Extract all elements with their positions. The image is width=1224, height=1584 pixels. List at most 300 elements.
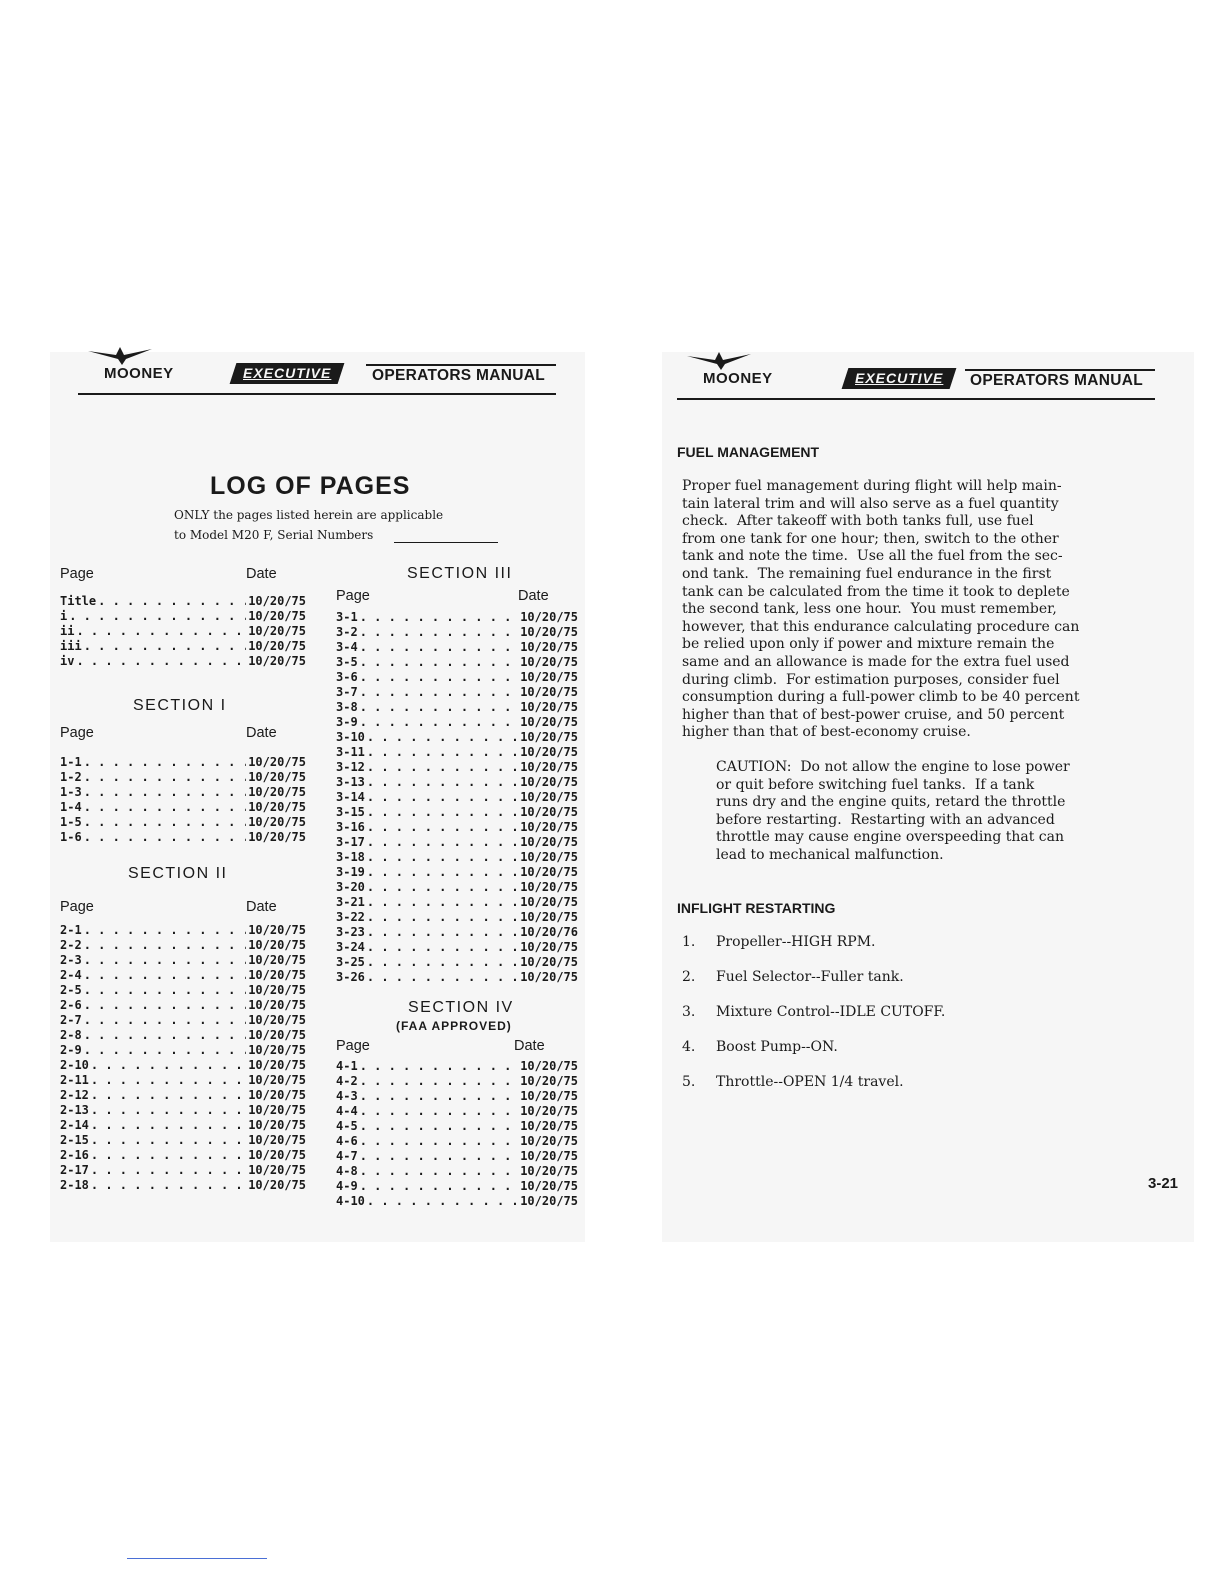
log-row-page: 3-16 [336, 820, 365, 834]
log-row-page: 4-4 [336, 1104, 358, 1118]
log-row [336, 895, 578, 910]
log-row-date: 10/20/75 [520, 610, 578, 624]
section1-col-page: Page [60, 725, 94, 741]
log-row [336, 835, 578, 850]
leader-dots [91, 1148, 246, 1163]
text-line: higher than that of best-power cruise, and 50 percent [682, 706, 1065, 723]
leader-dots [91, 1058, 246, 1073]
log-row [60, 1043, 306, 1058]
log-row-date: 10/20/75 [520, 1059, 578, 1073]
front-matter-list [60, 594, 306, 669]
leader-dots [91, 1118, 246, 1133]
mooney-bird-logo-icon [86, 345, 154, 367]
log-note-line1: ONLY the pages listed herein are applicable [174, 508, 444, 522]
restart-step-number: 4. [682, 1039, 696, 1055]
log-row-date: 10/20/75 [520, 775, 578, 789]
header-rule-top [965, 369, 1155, 371]
section2-col-date: Date [246, 899, 277, 915]
log-row-date: 10/20/75 [520, 955, 578, 969]
log-row-date: 10/20/75 [248, 1118, 306, 1132]
log-row-page: 2-4 [60, 968, 82, 982]
log-row [336, 910, 578, 925]
front-col-date: Date [246, 566, 277, 582]
log-row-date: 10/20/75 [520, 835, 578, 849]
log-row-date: 10/20/75 [248, 1058, 306, 1072]
log-row-page: 3-11 [336, 745, 365, 759]
log-row [60, 1163, 306, 1178]
log-row [60, 953, 306, 968]
log-row [60, 815, 306, 830]
log-row-date: 10/20/75 [248, 938, 306, 952]
header-rule-bottom [78, 393, 556, 395]
leader-dots [360, 1149, 519, 1164]
log-row [60, 830, 306, 845]
log-row [60, 624, 306, 639]
log-row-page: 2-17 [60, 1163, 89, 1177]
log-row [336, 730, 578, 745]
leader-dots [84, 770, 247, 785]
log-row-date: 10/20/75 [248, 1088, 306, 1102]
text-line: runs dry and the engine quits, retard the throttle [716, 794, 1066, 811]
log-row [336, 940, 578, 955]
leader-dots [360, 1164, 519, 1179]
section1-list [60, 755, 306, 845]
leader-dots [360, 700, 519, 715]
log-row-page: Title [60, 594, 97, 608]
log-row [60, 1133, 306, 1148]
log-row-date: 10/20/75 [520, 655, 578, 669]
log-row-date: 10/20/75 [520, 640, 578, 654]
executive-badge [230, 363, 345, 384]
log-row [336, 955, 578, 970]
section1-title: SECTION I [133, 697, 227, 714]
log-row-page: 1-5 [60, 815, 82, 829]
text-line: higher than that of best-economy cruise. [682, 724, 971, 741]
log-row-page: 2-2 [60, 938, 82, 952]
leader-dots [367, 760, 518, 775]
text-line: during climb. For estimation purposes, consider fuel [682, 671, 1060, 688]
leader-dots [91, 1178, 246, 1193]
leader-dots [360, 1074, 519, 1089]
log-row-page: 1-1 [60, 755, 82, 769]
section4-title: SECTION IV [408, 999, 514, 1016]
log-row-page: 2-7 [60, 1013, 82, 1027]
log-row [60, 1103, 306, 1118]
leader-dots [84, 1043, 247, 1058]
log-row-date: 10/20/75 [248, 624, 306, 638]
leader-dots [69, 609, 246, 624]
section4-col-date: Date [514, 1038, 545, 1054]
log-row-date: 10/20/75 [520, 1074, 578, 1088]
leader-dots [84, 800, 247, 815]
log-row-page: 2-5 [60, 983, 82, 997]
log-row-date: 10/20/75 [520, 1104, 578, 1118]
restart-step [682, 1039, 945, 1074]
log-row-page: 4-9 [336, 1179, 358, 1193]
log-row-page: 3-26 [336, 970, 365, 984]
log-row-page: 4-8 [336, 1164, 358, 1178]
inflight-restarting-heading: INFLIGHT RESTARTING [677, 900, 836, 916]
log-row-date: 10/20/75 [248, 770, 306, 784]
log-row-page: 3-7 [336, 685, 358, 699]
log-row-date: 10/20/75 [520, 820, 578, 834]
leader-dots [91, 1088, 246, 1103]
log-row [336, 625, 578, 640]
leader-dots [91, 1133, 246, 1148]
log-row-page: 2-1 [60, 923, 82, 937]
section4-col-page: Page [336, 1038, 370, 1054]
log-row [336, 925, 578, 940]
page-number: 3-21 [1148, 1175, 1179, 1192]
log-row [336, 745, 578, 760]
log-row-date: 10/20/75 [248, 594, 306, 608]
log-row [60, 1028, 306, 1043]
log-row-page: 1-4 [60, 800, 82, 814]
log-row [336, 1074, 578, 1089]
brand-name: MOONEY [104, 365, 174, 382]
log-row [336, 1164, 578, 1179]
log-row-page: 4-5 [336, 1119, 358, 1133]
text-line: before restarting. Restarting with an advanced [716, 811, 1055, 828]
log-row-date: 10/20/75 [248, 609, 306, 623]
log-row [60, 800, 306, 815]
log-row [60, 998, 306, 1013]
log-row-date: 10/20/75 [520, 685, 578, 699]
log-row-page: 2-3 [60, 953, 82, 967]
restart-step-text: Propeller--HIGH RPM. [716, 934, 876, 950]
log-row [336, 1089, 578, 1104]
log-row-date: 10/20/75 [248, 923, 306, 937]
leader-dots [367, 940, 518, 955]
log-row-date: 10/20/75 [520, 745, 578, 759]
log-row [336, 670, 578, 685]
log-row [336, 970, 578, 985]
text-line: tank and note the time. Use all the fuel from the sec- [682, 548, 1063, 565]
text-line: the second tank, less one hour. You must remember, [682, 601, 1057, 618]
leader-dots [367, 820, 518, 835]
log-row-date: 10/20/75 [520, 625, 578, 639]
log-row [60, 1058, 306, 1073]
leader-dots [76, 624, 246, 639]
text-line: tank can be calculated from the time it took to deplete [682, 583, 1070, 600]
leader-dots [367, 745, 518, 760]
restart-step-text: Throttle--OPEN 1/4 travel. [716, 1074, 904, 1090]
brand-wordmark [703, 370, 773, 387]
log-row [336, 790, 578, 805]
leader-dots [360, 1179, 519, 1194]
section1-col-date: Date [246, 725, 277, 741]
leader-dots [367, 970, 518, 985]
log-row-page: 3-15 [336, 805, 365, 819]
log-row-page: 1-2 [60, 770, 82, 784]
log-title: LOG OF PAGES [210, 472, 411, 500]
log-row-page: iii [60, 639, 82, 653]
brand-name: MOONEY [703, 370, 773, 387]
log-row-page: 3-19 [336, 865, 365, 879]
log-row [336, 1119, 578, 1134]
log-row-page: 3-17 [336, 835, 365, 849]
log-row [336, 655, 578, 670]
log-row-date: 10/20/75 [248, 815, 306, 829]
restart-step-number: 1. [682, 934, 696, 950]
log-row-page: 3-22 [336, 910, 365, 924]
log-row-page: 3-13 [336, 775, 365, 789]
restart-step-number: 2. [682, 969, 696, 985]
log-row-date: 10/20/75 [248, 785, 306, 799]
text-line: check. After takeoff with both tanks full, use fuel [682, 513, 1034, 530]
section2-list [60, 923, 306, 1193]
log-row [60, 1088, 306, 1103]
log-row-date: 10/20/75 [520, 1089, 578, 1103]
log-row [336, 1059, 578, 1074]
log-row-page: 3-18 [336, 850, 365, 864]
log-row-date: 10/20/75 [248, 800, 306, 814]
log-row-date: 10/20/75 [520, 1194, 578, 1208]
log-row [336, 805, 578, 820]
text-line: however, that this endurance calculating procedure can [682, 618, 1080, 635]
section4-subtitle: (FAA APPROVED) [396, 1019, 512, 1033]
fuel-management-paragraph [682, 478, 1122, 742]
log-row-date: 10/20/75 [520, 1149, 578, 1163]
leader-dots [360, 1104, 519, 1119]
log-row [60, 1148, 306, 1163]
log-row-date: 10/20/75 [248, 1148, 306, 1162]
brand-wordmark [104, 365, 174, 382]
leader-dots [84, 923, 247, 938]
log-row-page: 1-6 [60, 830, 82, 844]
log-row [336, 820, 578, 835]
executive-badge-label: EXECUTIVE [243, 365, 332, 381]
restart-step [682, 1004, 945, 1039]
text-line: lead to mechanical malfunction. [716, 846, 944, 863]
restart-step-text: Boost Pump--ON. [716, 1039, 838, 1055]
log-row-page: 2-14 [60, 1118, 89, 1132]
executive-badge-label: EXECUTIVE [855, 370, 944, 386]
text-line: CAUTION: Do not allow the engine to lose power [716, 759, 1070, 775]
restart-step [682, 934, 945, 969]
log-row-page: 2-6 [60, 998, 82, 1012]
log-row [60, 938, 306, 953]
leader-dots [360, 610, 519, 625]
restart-step-text: Fuel Selector--Fuller tank. [716, 969, 904, 985]
restart-step-number: 3. [682, 1004, 696, 1020]
leader-dots [98, 594, 246, 609]
log-row-date: 10/20/75 [520, 1134, 578, 1148]
log-row-page: iv [60, 654, 75, 668]
log-row [60, 770, 306, 785]
log-row-page: 2-13 [60, 1103, 89, 1117]
log-row-date: 10/20/75 [520, 790, 578, 804]
log-row-page: 2-15 [60, 1133, 89, 1147]
leader-dots [91, 1073, 246, 1088]
leader-dots [84, 998, 247, 1013]
log-row-date: 10/20/75 [248, 968, 306, 982]
log-row [60, 923, 306, 938]
leader-dots [360, 625, 519, 640]
log-row-date: 10/20/75 [248, 755, 306, 769]
log-row [336, 775, 578, 790]
log-row-date: 10/20/75 [248, 983, 306, 997]
text-line: throttle may cause engine overspeeding that can [716, 829, 1064, 846]
log-row-date: 10/20/75 [248, 1028, 306, 1042]
leader-dots [360, 1134, 519, 1149]
log-row-page: 3-10 [336, 730, 365, 744]
leader-dots [84, 755, 247, 770]
log-row-date: 10/20/75 [248, 1043, 306, 1057]
text-line: or quit before switching fuel tanks. If a tank [716, 776, 1035, 793]
leader-dots [360, 655, 519, 670]
log-row-date: 10/20/75 [248, 639, 306, 653]
log-row-page: 3-4 [336, 640, 358, 654]
log-row [60, 609, 306, 624]
log-row-date: 10/20/75 [520, 940, 578, 954]
log-row-page: 3-9 [336, 715, 358, 729]
text-line: same and an allowance is made for the extra fuel used [682, 653, 1070, 670]
section2-col-page: Page [60, 899, 94, 915]
log-row-date: 10/20/75 [248, 1013, 306, 1027]
log-row-date: 10/20/75 [520, 895, 578, 909]
text-line: ond tank. The remaining fuel endurance in the first [682, 565, 1052, 582]
leader-dots [84, 785, 247, 800]
log-row-date: 10/20/75 [520, 1119, 578, 1133]
leader-dots [76, 654, 246, 669]
text-line: tain lateral trim and will also serve as a fuel quantity [682, 495, 1059, 512]
restart-step [682, 969, 945, 1004]
leader-dots [84, 983, 247, 998]
log-row-page: 3-21 [336, 895, 365, 909]
left-header [78, 345, 556, 395]
leader-dots [367, 880, 518, 895]
log-row [60, 983, 306, 998]
leader-dots [360, 670, 519, 685]
footer-link-underline [127, 1558, 267, 1559]
log-row-date: 10/20/75 [520, 880, 578, 894]
log-row-date: 10/20/75 [248, 1103, 306, 1117]
restart-step-text: Mixture Control--IDLE CUTOFF. [716, 1004, 946, 1020]
log-row [336, 880, 578, 895]
log-row [336, 1149, 578, 1164]
leader-dots [84, 639, 247, 654]
log-row-page: 3-12 [336, 760, 365, 774]
log-row-date: 10/20/75 [520, 715, 578, 729]
log-row-page: 2-8 [60, 1028, 82, 1042]
log-row [336, 640, 578, 655]
section4-list [336, 1059, 578, 1209]
log-row-date: 10/20/75 [520, 670, 578, 684]
log-row-page: 3-2 [336, 625, 358, 639]
section2-title: SECTION II [128, 865, 228, 882]
leader-dots [91, 1163, 246, 1178]
mooney-bird-logo-icon [685, 350, 753, 372]
text-line: Proper fuel management during flight will help main- [682, 478, 1062, 494]
log-row-date: 10/20/75 [248, 1163, 306, 1177]
text-line: from one tank for one hour; then, switch to the other [682, 530, 1059, 547]
log-row [336, 700, 578, 715]
leader-dots [360, 685, 519, 700]
log-row [336, 760, 578, 775]
log-row [336, 1104, 578, 1119]
leader-dots [84, 830, 247, 845]
leader-dots [84, 1013, 247, 1028]
log-row-page: 4-7 [336, 1149, 358, 1163]
header-rule-top [366, 364, 556, 366]
log-row [336, 610, 578, 625]
log-row-date: 10/20/75 [520, 805, 578, 819]
log-row-date: 10/20/75 [248, 1073, 306, 1087]
section3-col-page: Page [336, 588, 370, 604]
fuel-management-heading: FUEL MANAGEMENT [677, 444, 820, 460]
log-row [60, 1013, 306, 1028]
restart-step [682, 1074, 945, 1109]
section3-list [336, 610, 578, 985]
log-row [336, 715, 578, 730]
log-row-page: ii [60, 624, 75, 638]
leader-dots [367, 850, 518, 865]
log-row-date: 10/20/75 [520, 850, 578, 864]
log-row [336, 685, 578, 700]
text-line: consumption during a full-power climb to be 40 percent [682, 689, 1080, 706]
log-row-page: 4-3 [336, 1089, 358, 1103]
leader-dots [360, 715, 519, 730]
leader-dots [367, 955, 518, 970]
log-note-line2: to Model M20 F, Serial Numbers [174, 528, 374, 542]
log-row-page: 3-25 [336, 955, 365, 969]
log-row-date: 10/20/75 [520, 1164, 578, 1178]
manual-title: OPERATORS MANUAL [372, 367, 546, 384]
leader-dots [360, 1059, 519, 1074]
log-row [336, 1134, 578, 1149]
executive-badge [842, 368, 957, 389]
log-row-date: 10/20/76 [520, 925, 578, 939]
log-row [60, 1073, 306, 1088]
restart-steps-list [682, 934, 945, 1109]
leader-dots [367, 835, 518, 850]
log-row-page: 3-5 [336, 655, 358, 669]
restart-step-number: 5. [682, 1074, 696, 1090]
log-row [336, 1179, 578, 1194]
log-row [60, 1178, 306, 1193]
leader-dots [367, 865, 518, 880]
log-row-page: 3-23 [336, 925, 365, 939]
log-row-page: 1-3 [60, 785, 82, 799]
leader-dots [360, 1119, 519, 1134]
log-row [60, 968, 306, 983]
log-row-page: 4-2 [336, 1074, 358, 1088]
leader-dots [367, 805, 518, 820]
leader-dots [91, 1103, 246, 1118]
log-row-page: 3-20 [336, 880, 365, 894]
log-row-page: i [60, 609, 68, 623]
log-row-page: 2-18 [60, 1178, 89, 1192]
log-row [60, 755, 306, 770]
log-row-date: 10/20/75 [248, 654, 306, 668]
log-row [60, 654, 306, 669]
manual-title: OPERATORS MANUAL [970, 372, 1144, 389]
section3-col-date: Date [518, 588, 549, 604]
log-row-page: 4-10 [336, 1194, 365, 1208]
leader-dots [84, 815, 247, 830]
log-row-page: 2-10 [60, 1058, 89, 1072]
log-row-date: 10/20/75 [248, 1178, 306, 1192]
log-row-page: 2-9 [60, 1043, 82, 1057]
log-row-page: 2-12 [60, 1088, 89, 1102]
log-row [336, 865, 578, 880]
leader-dots [367, 1194, 518, 1209]
right-header [677, 350, 1155, 400]
log-row-date: 10/20/75 [248, 1133, 306, 1147]
log-row-date: 10/20/75 [520, 730, 578, 744]
log-row-page: 3-24 [336, 940, 365, 954]
